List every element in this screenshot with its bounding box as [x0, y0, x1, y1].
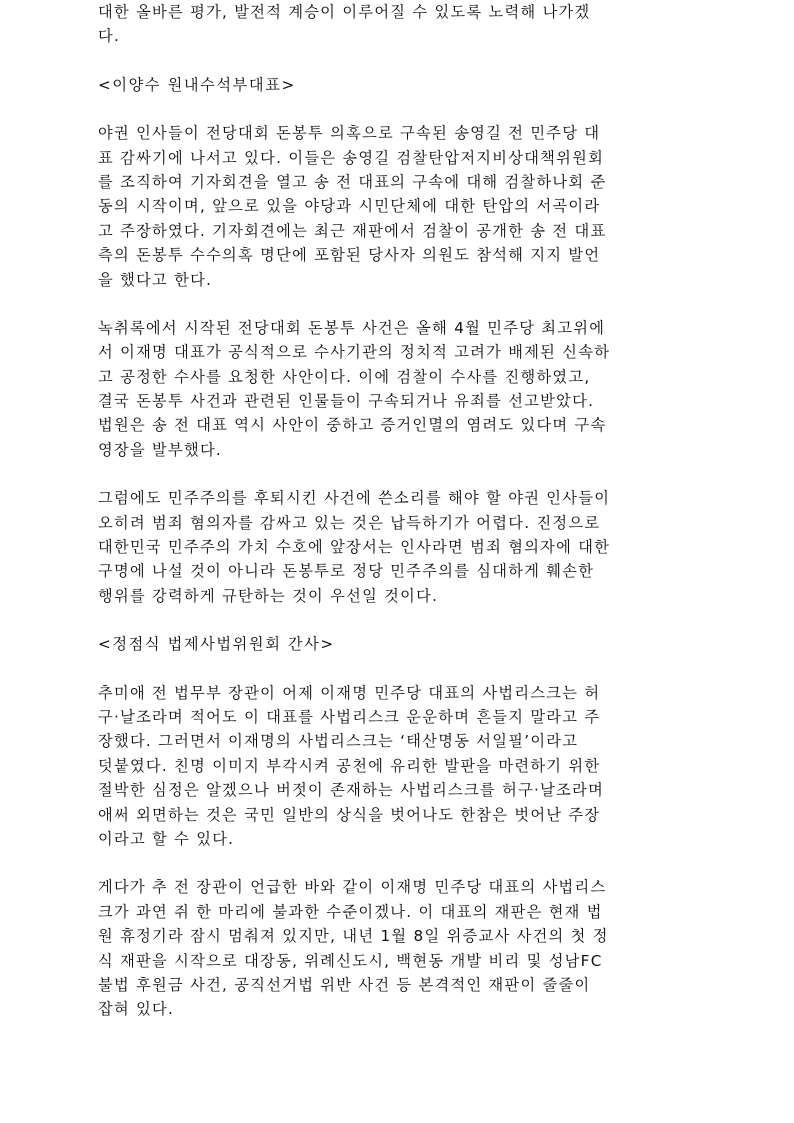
text-line: 오히려 범죄 혐의자를 감싸고 있는 것은 납득하기가 어렵다. 진정으로 — [98, 513, 601, 532]
text-line: 애써 외면하는 것은 국민 일반의 상식을 벗어나도 한참은 벗어난 주장 — [98, 805, 601, 824]
text-line: 구·날조라며 적어도 이 대표를 사법리스크 운운하며 흔들지 말라고 주 — [98, 707, 601, 726]
text-line: 이라고 할 수 있다. — [98, 829, 235, 848]
text-line: 구명에 나설 것이 아니라 돈봉투로 정당 민주주의를 심대하게 훼손한 — [98, 562, 595, 581]
text-line: 결국 돈봉투 사건과 관련된 인물들이 구속되거나 유죄를 선고받았다. — [98, 392, 595, 411]
text-line: 동의 시작이며, 앞으로 있을 야당과 시민단체에 대한 탄압의 서곡이라 — [98, 197, 601, 216]
section-heading-jeong-jeomsik — [98, 632, 698, 656]
text-line: 서 이재명 대표가 공식적으로 수사기관의 정치적 고려가 배제된 신속하 — [98, 343, 611, 362]
paragraph-trials — [98, 875, 698, 1021]
text-line: 추미애 전 법무부 장관이 어제 이재명 민주당 대표의 사법리스크는 허 — [98, 683, 601, 702]
paragraph-continuation — [98, 0, 698, 49]
text-line: 절박한 심정은 알겠으나 버젓이 존재하는 사법리스크를 허구·날조라며 — [98, 781, 605, 800]
text-line: 게다가 추 전 장관이 언급한 바와 같이 이재명 민주당 대표의 사법리스 — [98, 878, 607, 897]
text-line: 표 감싸기에 나서고 있다. 이들은 송영길 검찰탄압저지비상대책위원회 — [98, 148, 605, 167]
text-line: 그럼에도 민주주의를 후퇴시킨 사건에 쓴소리를 해야 할 야권 인사들이 — [98, 489, 611, 508]
heading-text: <정점식 법제사법위원회 간사> — [98, 635, 335, 654]
text-line: 법원은 송 전 대표 역시 사안이 중하고 증거인멸의 염려도 있다며 구속 — [98, 416, 607, 435]
text-line: 크가 과연 쥐 한 마리에 불과한 수준이겠나. 이 대표의 재판은 현재 법 — [98, 902, 603, 921]
text-line: 를 조직하여 기자회견을 열고 송 전 대표의 구속에 대해 검찰하나회 준 — [98, 172, 607, 191]
text-line: 다. — [98, 27, 121, 46]
paragraph-recording-case — [98, 316, 698, 462]
text-line: 식 재판을 시작으로 대장동, 위례신도시, 백현동 개발 비리 및 성남FC — [98, 951, 603, 970]
document-page — [98, 0, 698, 1046]
text-line: 영장을 발부했다. — [98, 440, 223, 459]
text-line: 을 했다고 한다. — [98, 270, 213, 289]
text-line: 고 주장하였다. 기자회견에는 최근 재판에서 검찰이 공개한 송 전 대표 — [98, 221, 607, 240]
text-line: 잡혀 있다. — [98, 1000, 175, 1019]
section-heading-lee-yangsoo — [98, 73, 698, 97]
paragraph-democracy — [98, 486, 698, 608]
paragraph-opposition-defense — [98, 121, 698, 292]
text-line: 대한 올바른 평가, 발전적 계승이 이루어질 수 있도록 노력해 나가겠 — [98, 3, 591, 21]
text-line: 원 휴정기라 잠시 멈춰져 있지만, 내년 1월 8일 위증교사 사건의 첫 정 — [98, 927, 609, 946]
text-line: 녹취록에서 시작된 전당대회 돈봉투 사건은 올해 4월 민주당 최고위에 — [98, 318, 606, 337]
paragraph-choo-statement — [98, 681, 698, 852]
text-line: 행위를 강력하게 규탄하는 것이 우선일 것이다. — [98, 586, 439, 605]
text-line: 측의 돈봉투 수수의혹 명단에 포함된 당사자 의원도 참석해 지지 발언 — [98, 246, 601, 265]
text-line: 고 공정한 수사를 요청한 사안이다. 이에 검찰이 수사를 진행하였고, — [98, 367, 591, 386]
text-line: 대한민국 민주주의 가치 수호에 앞장서는 인사라면 범죄 혐의자에 대한 — [98, 538, 611, 557]
heading-text: <이양수 원내수석부대표> — [98, 75, 296, 94]
text-line: 불법 후원금 사건, 공직선거법 위반 사건 등 본격적인 재판이 줄줄이 — [98, 975, 591, 994]
text-line: 야권 인사들이 전당대회 돈봉투 의혹으로 구속된 송영길 전 민주당 대 — [98, 124, 601, 143]
text-line: 덧붙였다. 친명 이미지 부각시켜 공천에 유리한 발판을 마련하기 위한 — [98, 756, 601, 775]
text-line: 장했다. 그러면서 이재명의 사법리스크는 ‘태산명동 서일필’이라고 — [98, 732, 579, 751]
